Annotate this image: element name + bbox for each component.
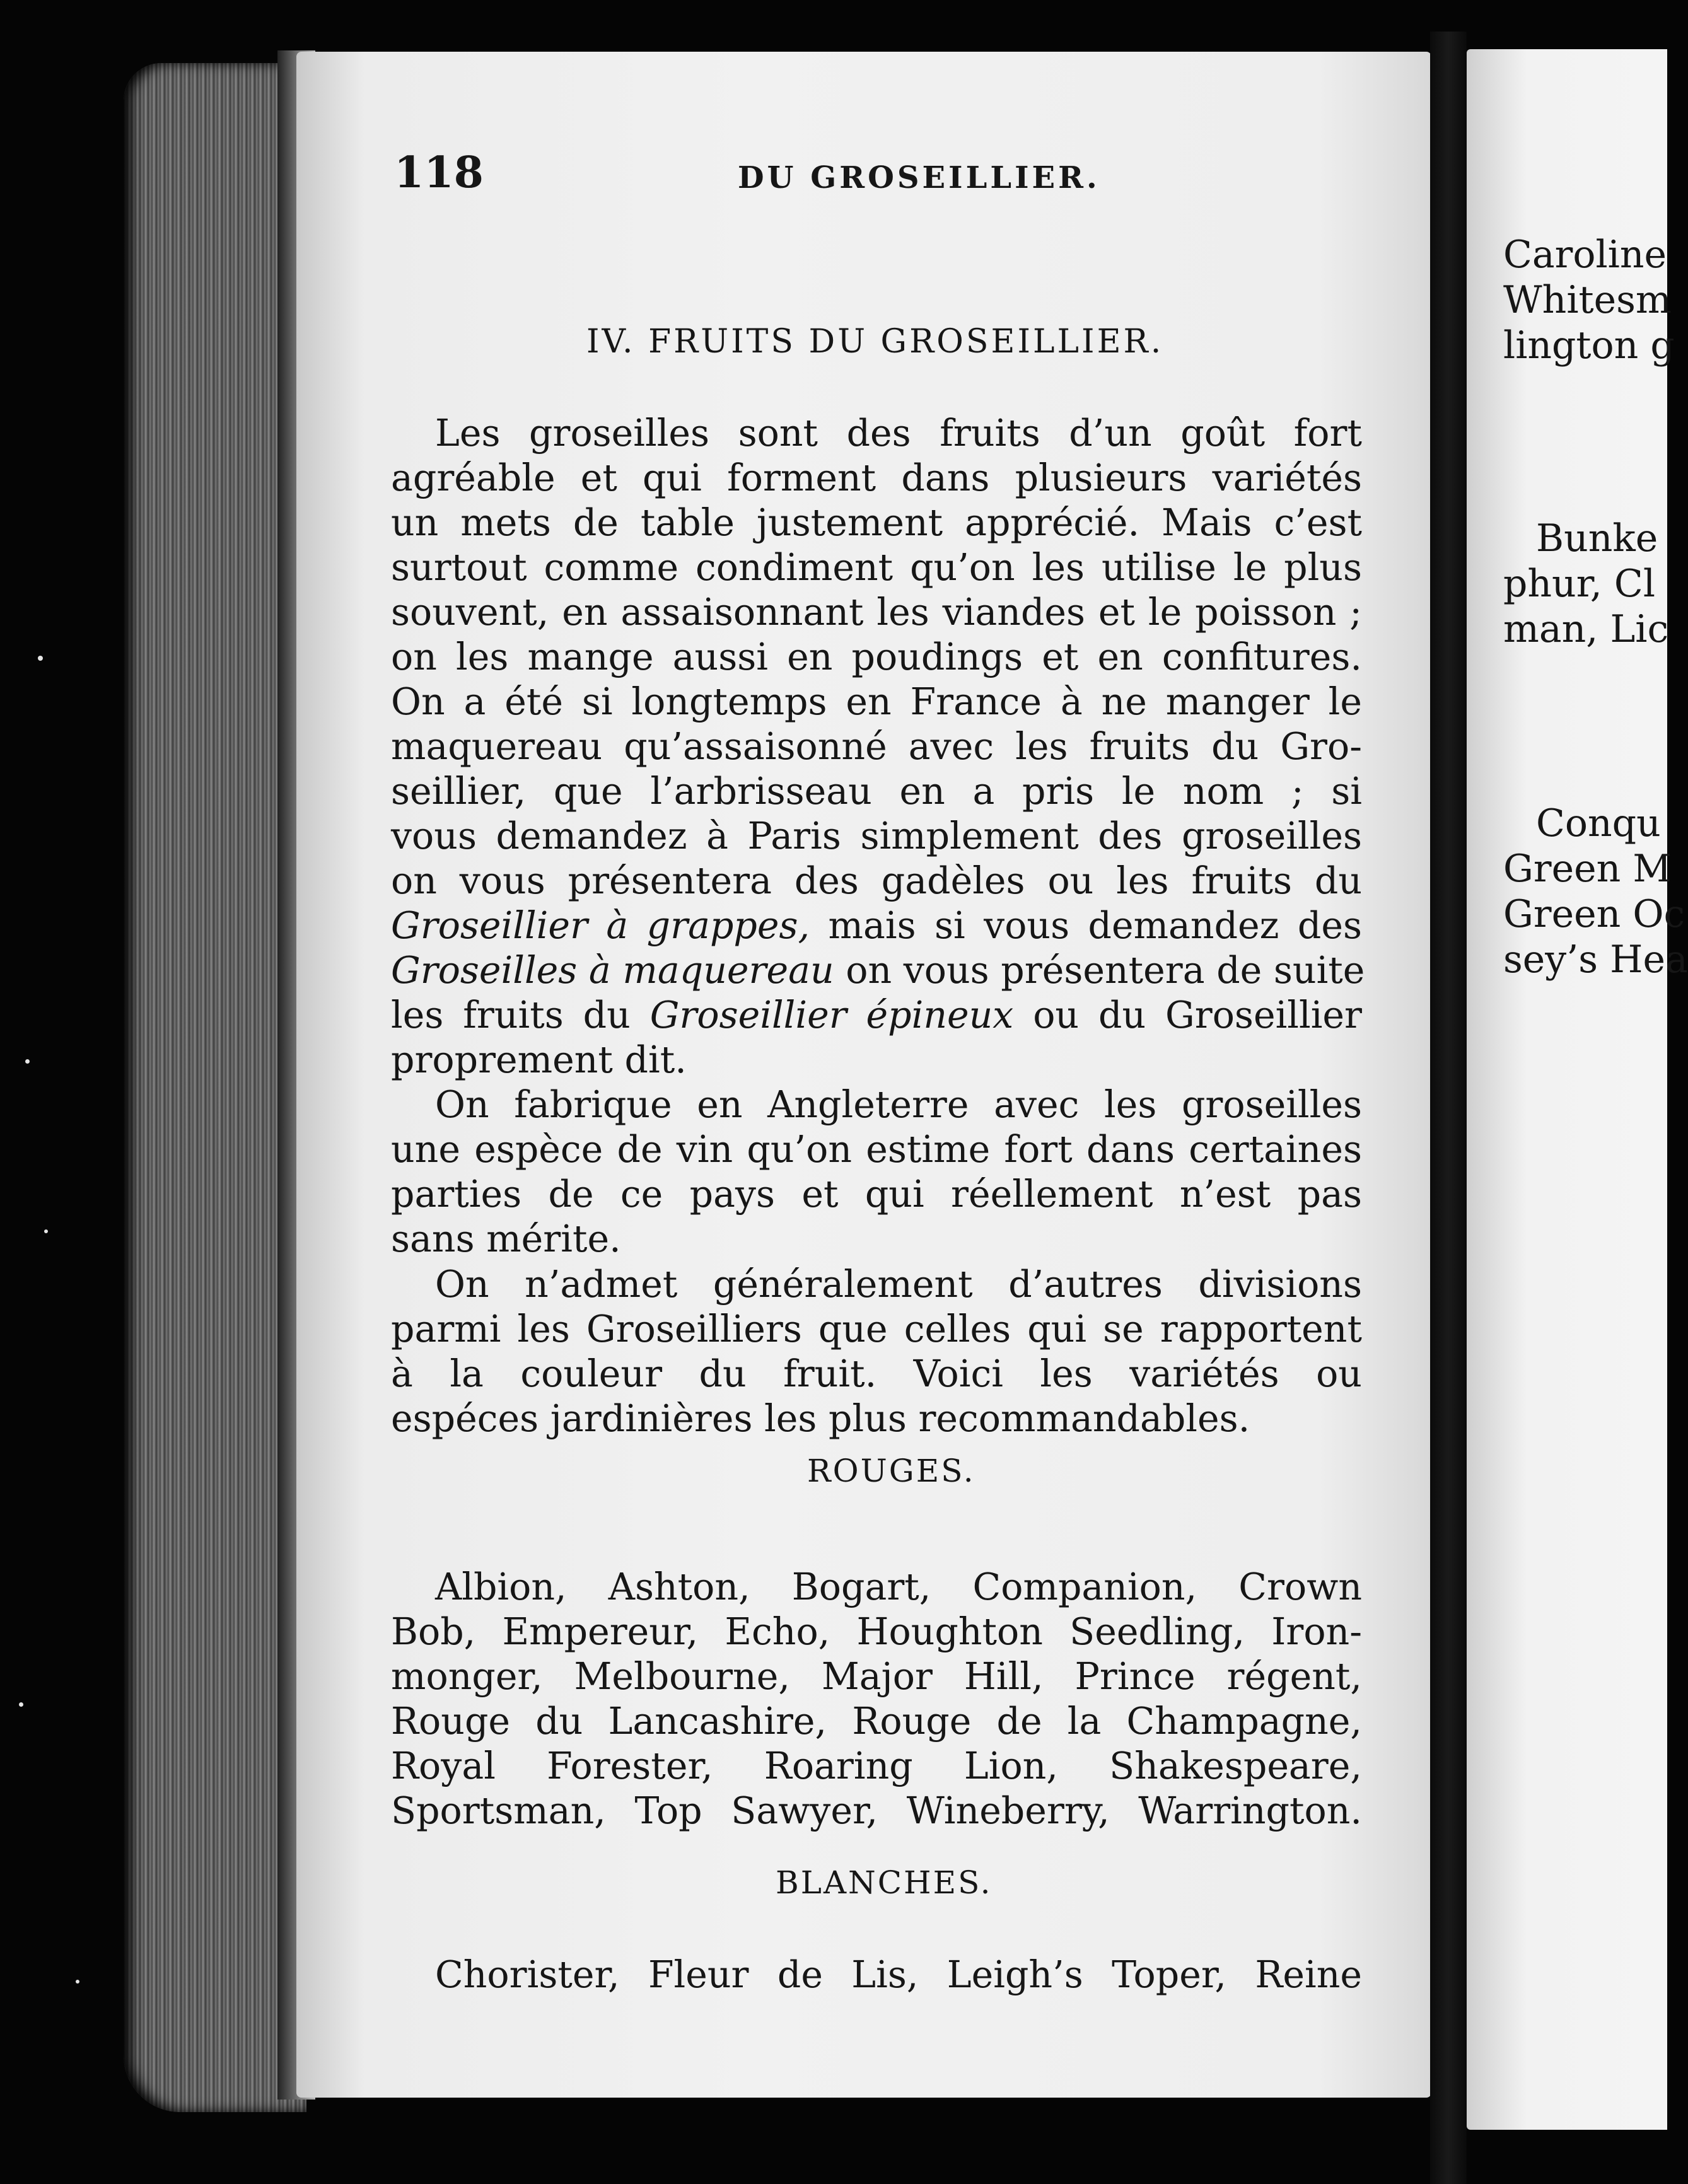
text-line: parmi les Groseilliers que celles qui se rapportent (391, 1308, 1362, 1350)
text-line: sans mérite. (391, 1217, 621, 1260)
text-line: à la couleur du fruit. Voici les variétés ou (391, 1352, 1362, 1395)
text-line: Les groseilles sont des fruits d’un goût fort (435, 412, 1362, 455)
text-run: les fruits du (391, 994, 650, 1037)
italic-text: Groseilles à maquereau (391, 949, 834, 992)
text-line: Caroline (1503, 233, 1667, 277)
text-line: souvent, en assaisonnant les viandes et le poisson ; (391, 591, 1362, 634)
text-line: proprement dit. (391, 1038, 687, 1081)
text-line: Albion, Ashton, Bogart, Companion, Crown (435, 1565, 1362, 1608)
adjacent-page (1467, 49, 1688, 2130)
text-line: Chorister, Fleur de Lis, Leigh’s Toper, Reine (435, 1953, 1362, 1996)
text-line: phur, Cl (1503, 562, 1656, 606)
list-rouges (391, 1565, 1362, 1833)
text-line: lington g (1503, 323, 1675, 368)
running-head (296, 148, 1431, 198)
text-line: Royal Forester, Roaring Lion, Shakespeare, (391, 1745, 1362, 1787)
text-line (391, 948, 1365, 993)
heading-blanches: BLANCHES. (776, 1864, 992, 1901)
text-line: On a été si longtemps en France à ne manger le (391, 680, 1362, 723)
text-line: seillier, que l’arbrisseau en a pris le nom ; si (391, 770, 1362, 813)
text-run: ou du Groseillier (1013, 994, 1362, 1037)
text-line: on les mange aussi en poudings et en confitures. (391, 636, 1362, 678)
dust-speck (44, 1229, 48, 1233)
list-blanches (391, 1953, 1362, 1997)
section-title: IV. FRUITS DU GROSEILLIER. (586, 323, 1164, 361)
text-line: surtout comme condiment qu’on les utilise le plus (391, 546, 1362, 589)
text-line: Green Oc (1503, 892, 1685, 936)
spine-gap (1430, 32, 1467, 2184)
text-line: parties de ce pays et qui réellement n’est pas (391, 1173, 1362, 1216)
text-line: agréable et qui forment dans plusieurs variétés (391, 456, 1362, 499)
text-line: Green M (1503, 847, 1672, 891)
text-line: vous demandez à Paris simplement des groseilles (391, 815, 1362, 857)
text-line: monger, Melbourne, Major Hill, Prince régent, (391, 1655, 1362, 1698)
italic-text: Groseillier à grappes, (391, 904, 810, 947)
text-line: Rouge du Lancashire, Rouge de la Champagne, (391, 1700, 1362, 1743)
text-line: Whitesm (1503, 278, 1672, 322)
text-line: on vous présentera des gadèles ou les fruits du (391, 859, 1362, 902)
page-number: 118 (394, 148, 484, 198)
text-line: espéces jardinières les plus recommandables. (391, 1397, 1250, 1440)
text-line: une espèce de vin qu’on estime fort dans certaines (391, 1128, 1362, 1171)
paragraph-1 (391, 411, 1365, 1083)
text-line: un mets de table justement apprécié. Mais c’est (391, 501, 1362, 544)
paragraph-2 (391, 1083, 1362, 1262)
dust-speck (38, 656, 43, 661)
text-line: Bunke (1536, 516, 1658, 561)
text-line: On fabrique en Angleterre avec les groseilles (435, 1083, 1362, 1126)
text-run: on vous présentera de suite (834, 949, 1365, 992)
paragraph-3 (391, 1262, 1362, 1441)
text-line: Bob, Empereur, Echo, Houghton Seedling, Iron- (391, 1610, 1362, 1653)
text-line: sey’s Hea (1503, 938, 1688, 982)
running-title: DU GROSEILLIER. (738, 160, 1100, 195)
text-run: mais si vous demandez des (810, 904, 1362, 947)
book-page (296, 52, 1431, 2098)
text-line (391, 993, 1362, 1038)
text-line: man, Lic (1503, 607, 1669, 651)
heading-rouges: ROUGES. (807, 1453, 975, 1489)
text-line (391, 903, 1362, 948)
dust-speck (19, 1702, 23, 1707)
text-line: On n’admet généralement d’autres divisions (435, 1263, 1362, 1306)
dust-speck (25, 1059, 30, 1064)
text-line: Conqu (1536, 801, 1661, 845)
text-line: maquereau qu’assaisonné avec les fruits du Gro- (391, 725, 1362, 768)
italic-text: Groseillier épineux (649, 994, 1014, 1037)
text-line: Sportsman, Top Sawyer, Wineberry, Warrington. (391, 1789, 1362, 1832)
dust-speck (76, 1980, 79, 1984)
